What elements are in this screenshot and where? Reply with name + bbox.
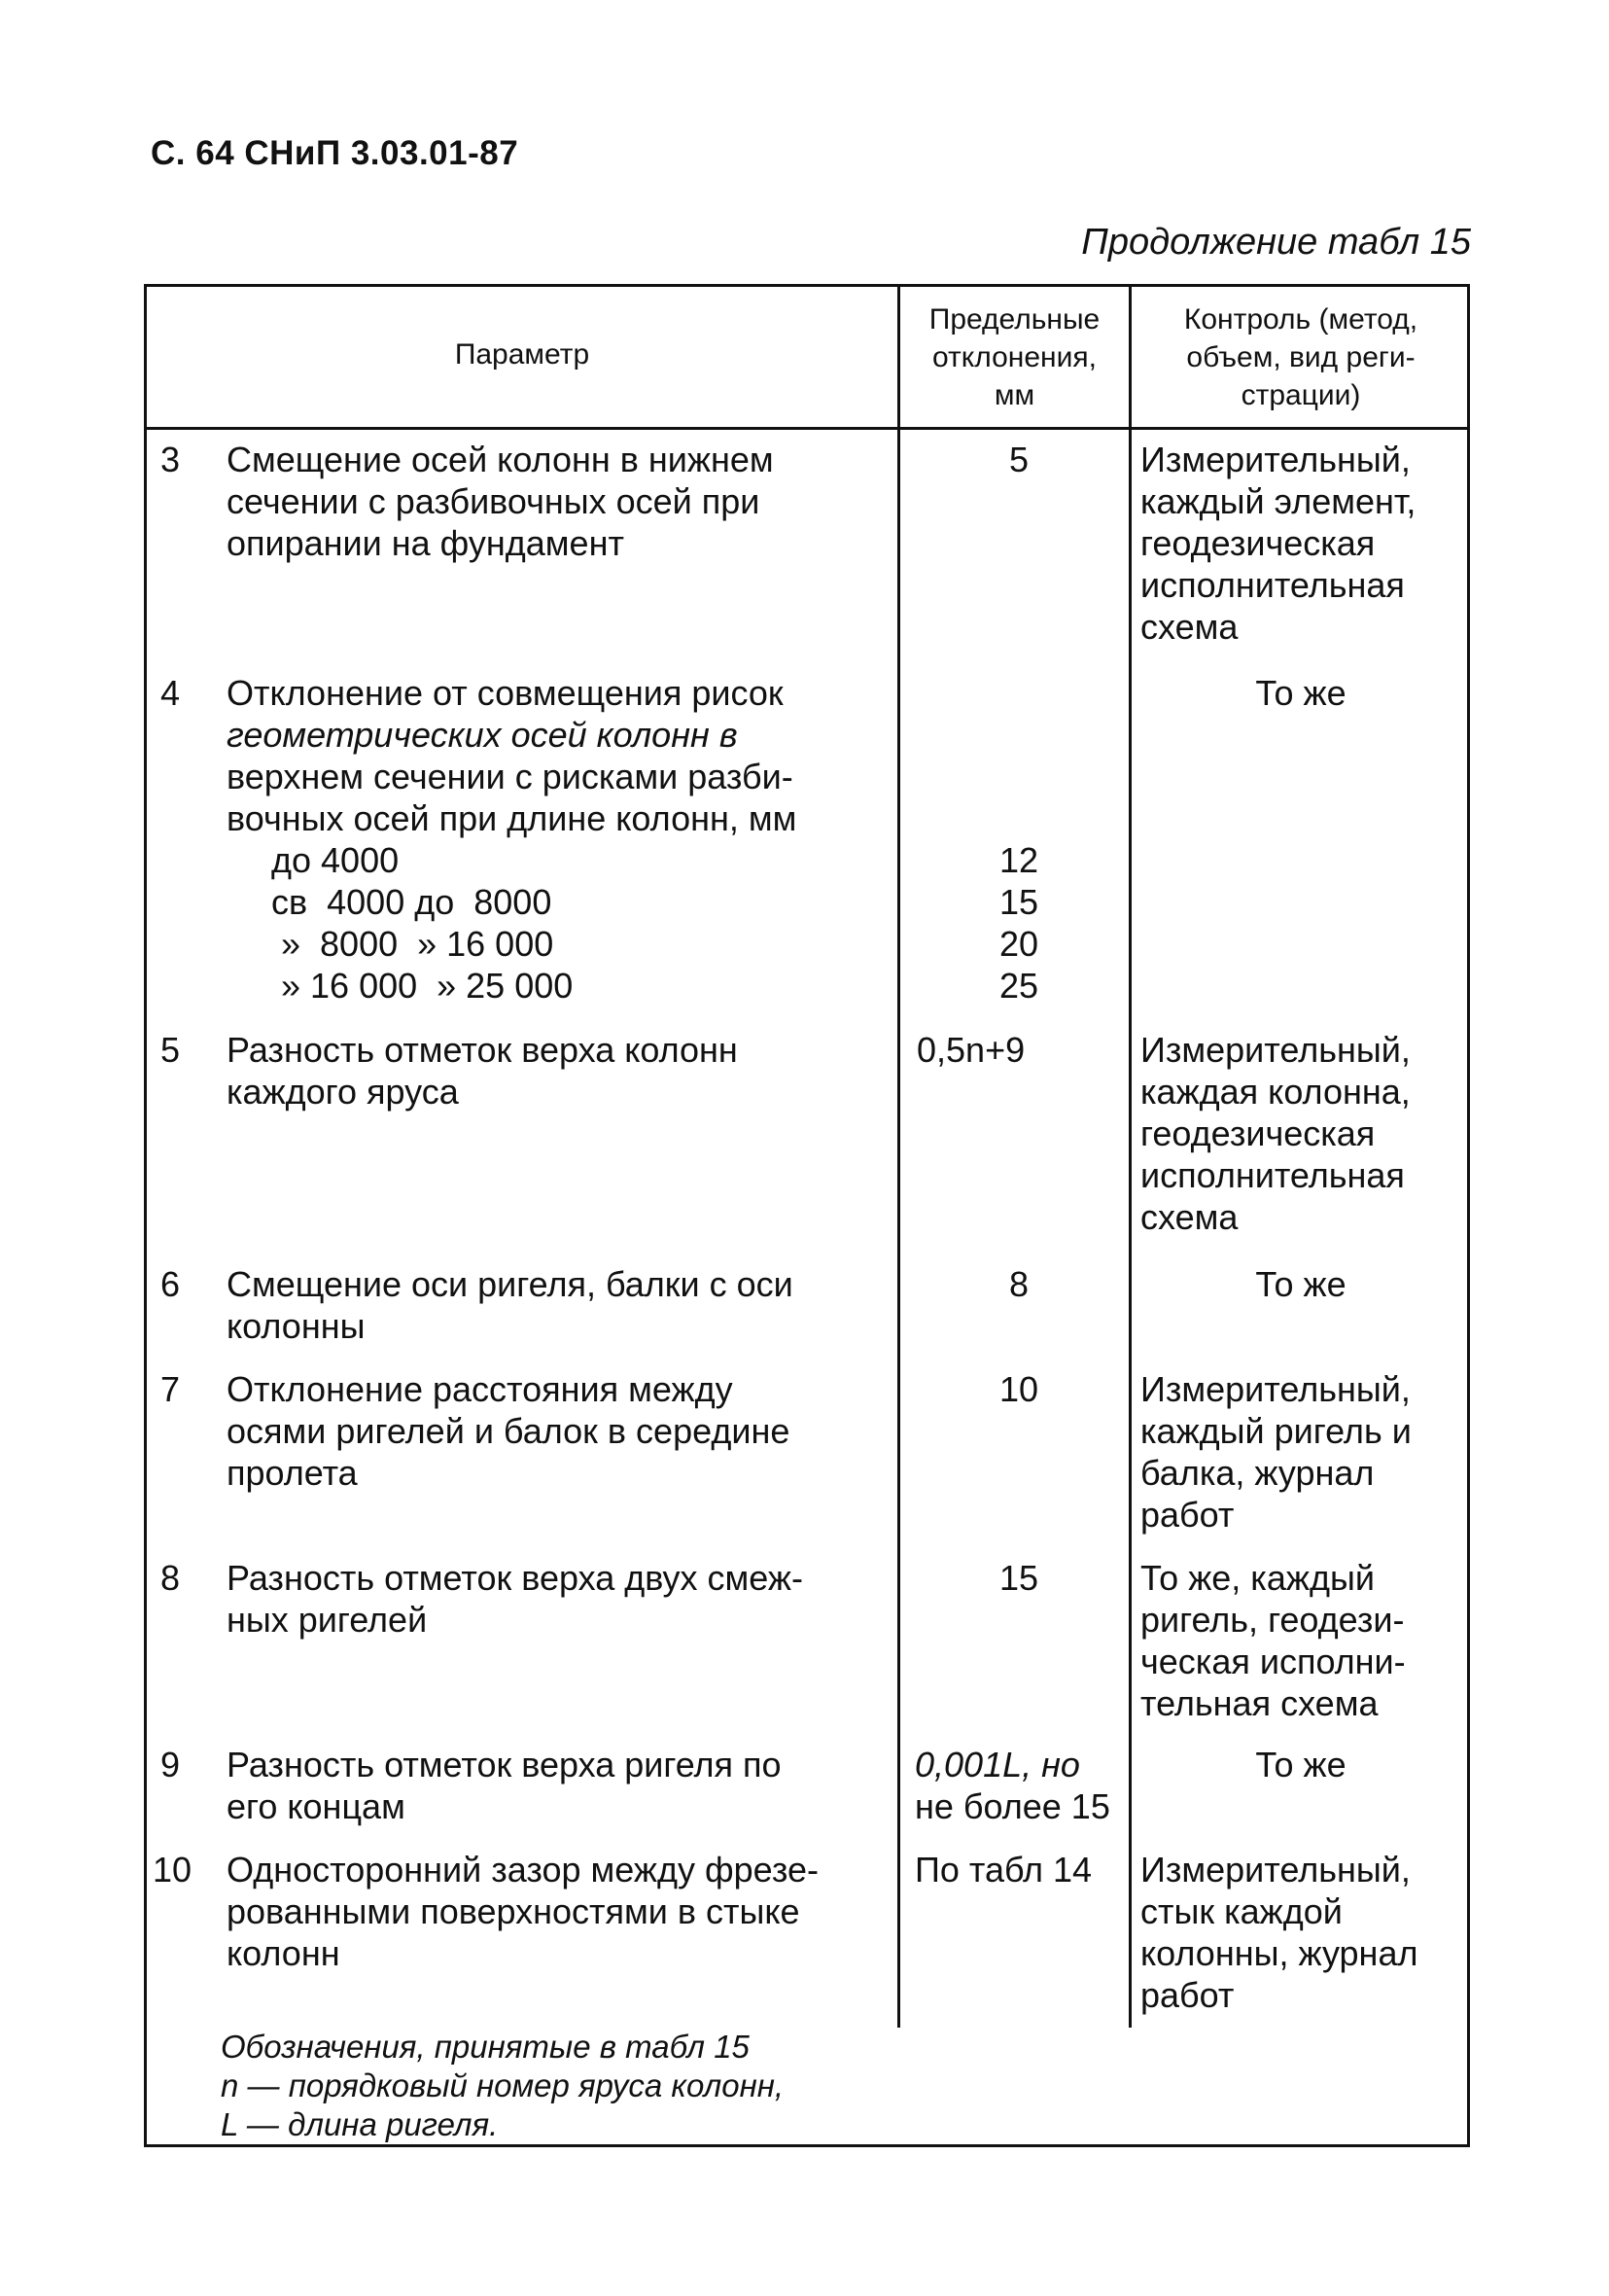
row-number: 6 [160,1264,181,1304]
row-parameter: Отклонение расстояния между осями ригелей и балок в середине пролета [227,1369,790,1493]
tolerance-table [144,284,1470,2147]
row-control: То же [1255,1264,1347,1304]
row-control: То же, каждый ригель, геодези- ческая исполни- тельная схема [1140,1558,1406,1723]
row-deviation: 0,5n+9 [917,1030,1026,1070]
row-parameter: Разность отметок верха ригеля по его концам [227,1745,782,1826]
row-number: 3 [160,440,181,479]
row-deviation: 0,001L, но не более 15 [915,1745,1110,1826]
header-divider [147,427,1467,430]
table-notes: Обозначения, принятые в табл 15 n — порядковый номер яруса колонн, L — длина ригеля. [221,2029,785,2142]
table-caption: Продолжение табл 15 [1081,222,1471,263]
row-number: 5 [160,1030,181,1070]
row-deviation: 12 15 20 25 [998,840,1039,1006]
page-header: С. 64 СНиП 3.03.01-87 [151,134,519,172]
row-deviation: 5 [1008,440,1030,479]
row-parameter: Разность отметок верха двух смеж- ных ригелей [227,1558,803,1640]
row-control: Измерительный, каждый ригель и балка, журнал работ [1140,1369,1412,1535]
row-control: Измерительный, стык каждой колонны, журнал работ [1140,1850,1418,2015]
row-parameter: Разность отметок верха колонн каждого яруса [227,1030,738,1112]
header-param: Параметр [454,338,590,371]
row-parameter: Смещение осей колонн в нижнем сечении с разбивочных осей при опирании на фундамент [227,440,774,563]
header-deviations: Предельные отклонения, мм [928,303,1101,411]
row-number: 7 [160,1369,181,1409]
row-parameter: Отклонение от совмещения рисок геометрических осей колонн в верхнем сечении с рисками разби- вочных осей при длине колонн, мм до 4000 св 4000 до 8000 » 8000 » 16 000 » 16 000 » 25 000 [227,673,797,1006]
row-control: Измерительный, каждый элемент, геодезическая исполнительная схема [1140,440,1417,647]
row-control: То же [1255,1745,1347,1784]
row-number: 8 [160,1558,181,1598]
header-control: Контроль (метод, объем, вид реги- страции) [1183,303,1418,411]
row-parameter: Смещение оси ригеля, балки с оси колонны [227,1264,793,1346]
row-number: 9 [160,1745,181,1784]
row-control: Измерительный, каждая колонна, геодезическая исполнительная схема [1140,1030,1411,1237]
row-parameter: Односторонний зазор между фрезе- рованными поверхностями в стыке колонн [227,1850,819,1973]
row-number: 10 [153,1850,192,1890]
col-divider-1 [897,287,900,2028]
row-deviation: 8 [1008,1264,1030,1304]
row-number: 4 [160,673,181,713]
row-control: То же [1255,673,1347,713]
row-deviation: 10 [998,1369,1039,1409]
row-deviation: По табл 14 [915,1850,1093,1890]
row-deviation: 15 [998,1558,1039,1598]
